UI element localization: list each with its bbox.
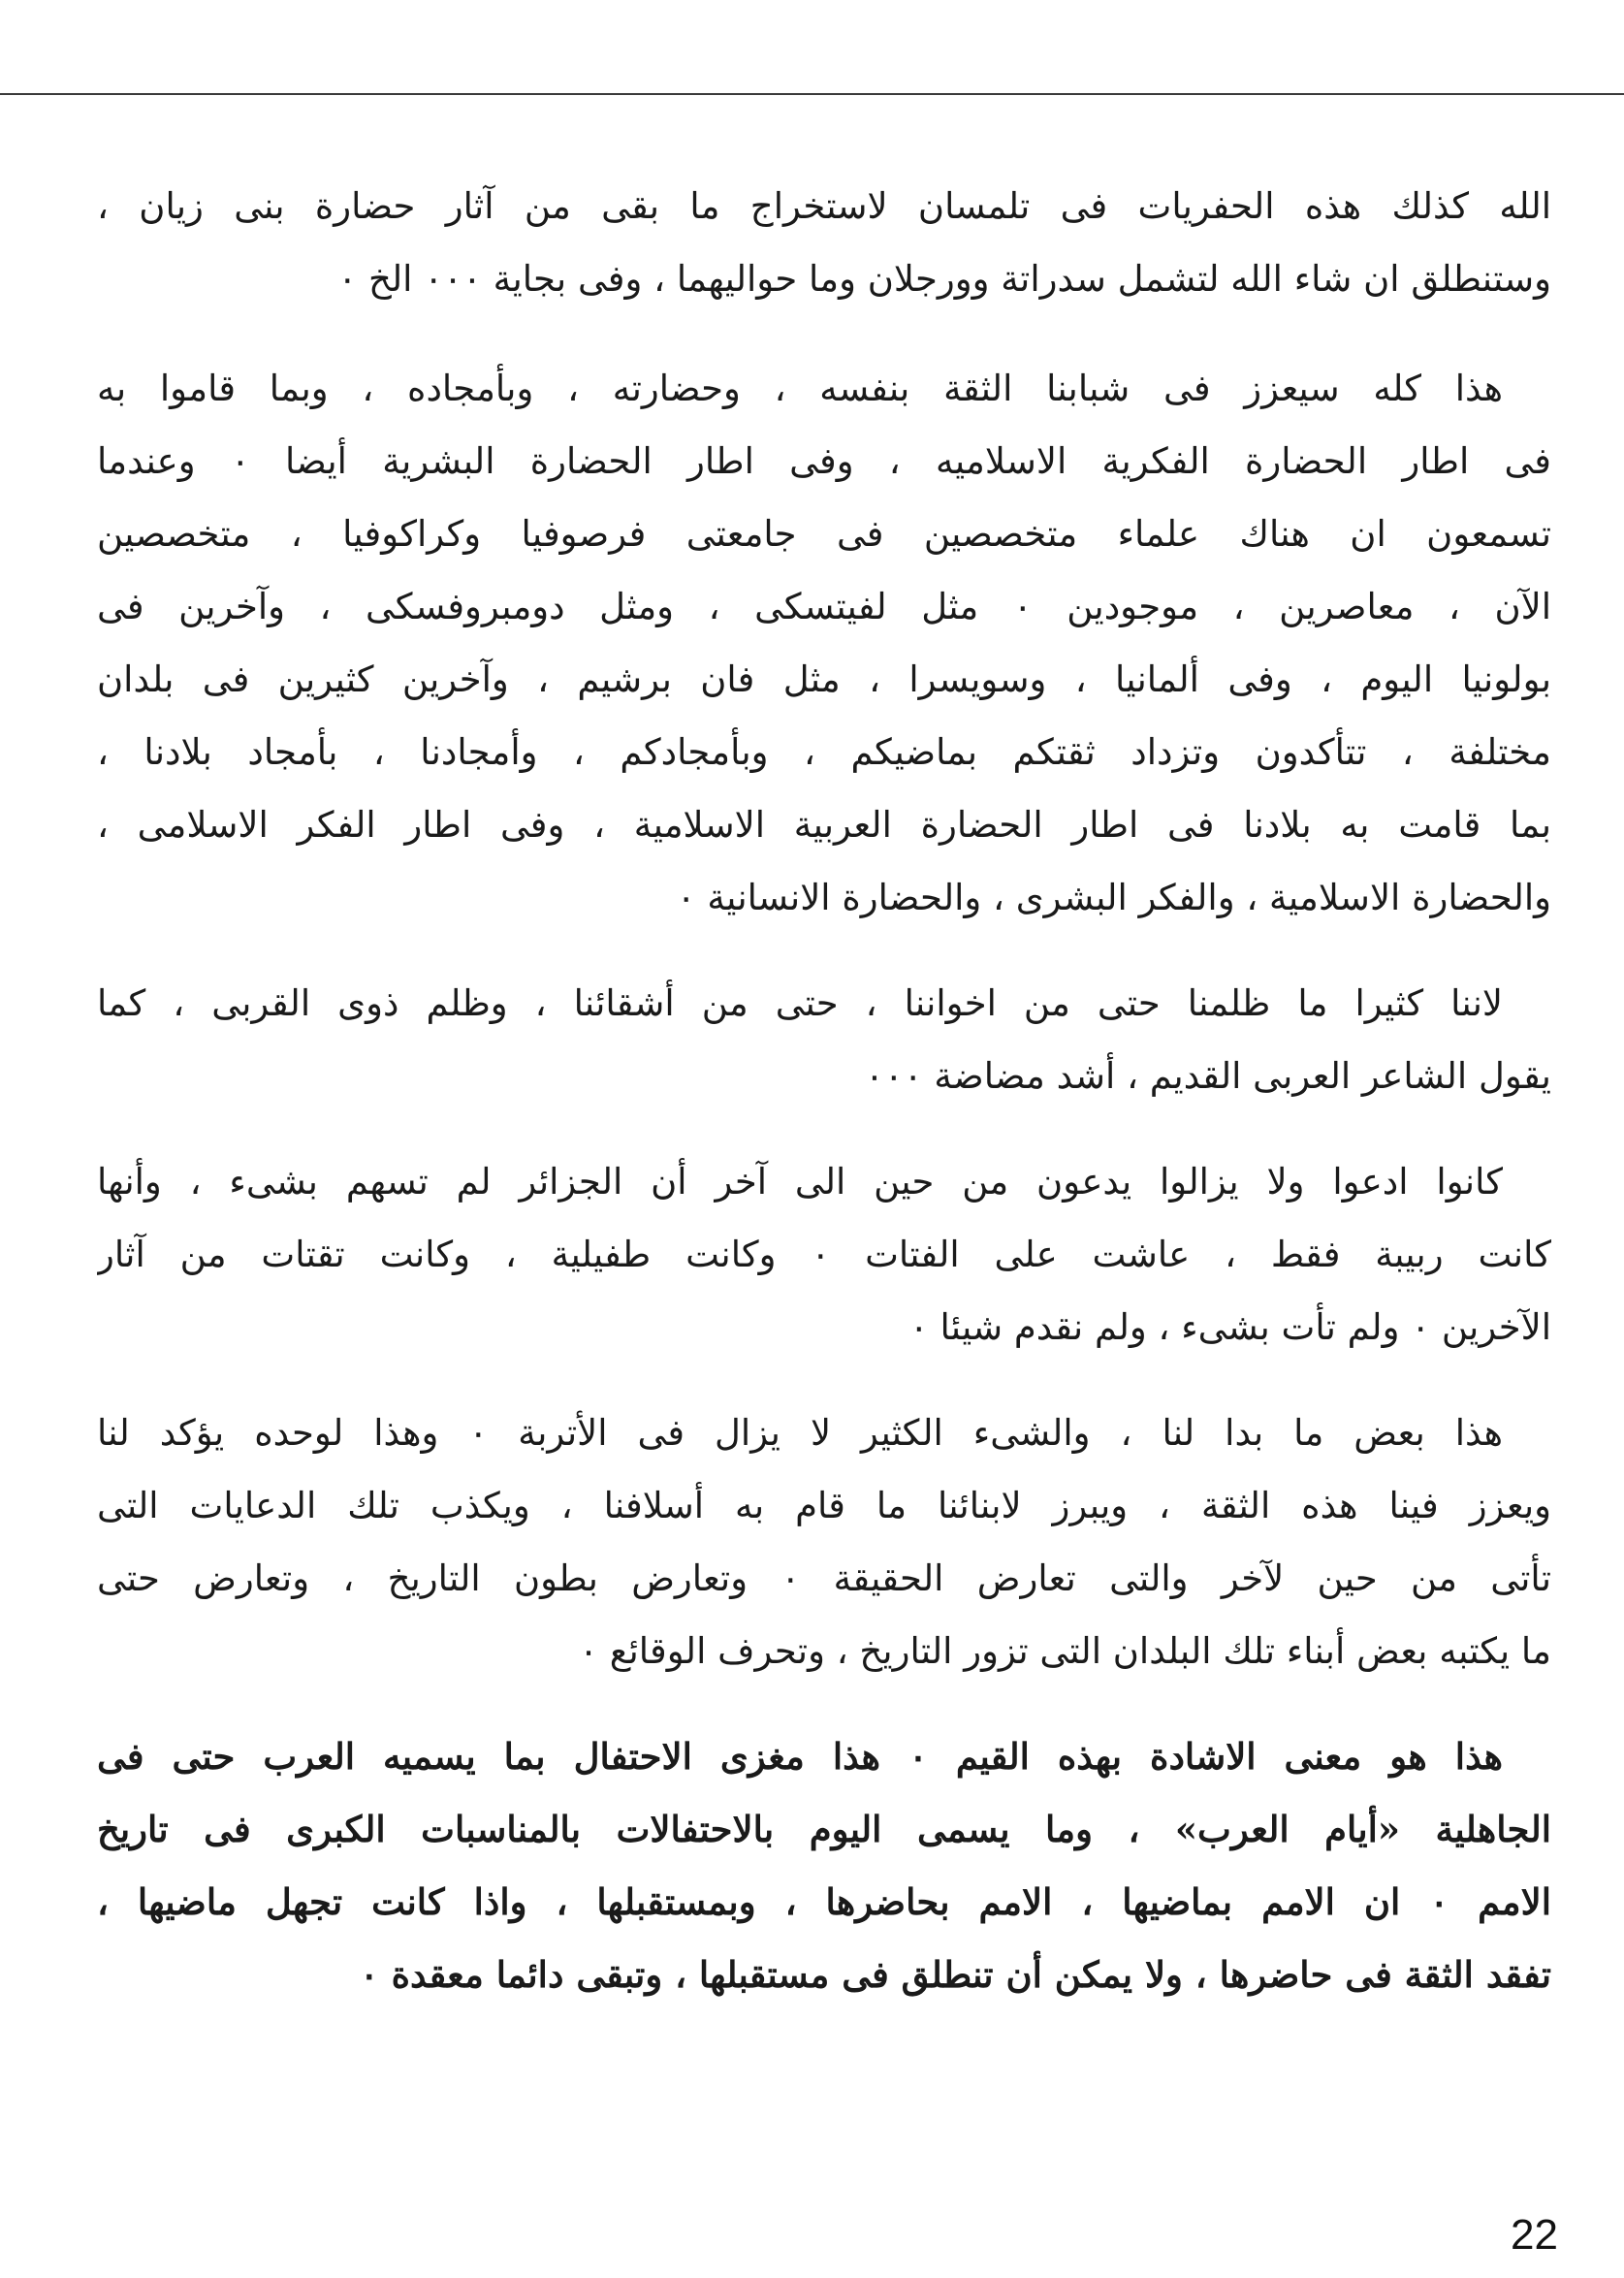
text-line: والحضارة الاسلامية ، والفكر البشرى ، والحضارة الانسانية ۰ [676, 877, 1551, 918]
paragraph-1 [97, 170, 1551, 315]
paragraph-6 [97, 1720, 1551, 2011]
text-line: ما يكتبه بعض أبناء تلك البلدان التى تزور التاريخ ، وتحرف الوقائع ۰ [579, 1630, 1551, 1672]
text-line: فى اطار الحضارة الفكرية الاسلاميه ، وفى اطار الحضارة البشرية أيضا ۰ وعندما [97, 440, 1551, 482]
text-line: بما قامت به بلادنا فى اطار الحضارة العربية الاسلامية ، وفى اطار الفكر الاسلامى ، [97, 804, 1551, 846]
text-line: تفقد الثقة فى حاضرها ، ولا يمكن أن تنطلق فى مستقبلها ، وتبقى دائما معقدة ۰ [359, 1953, 1551, 1996]
text-line: الجاهلية «أيام العرب» ، وما يسمى اليوم بالاحتفالات بالمناسبات الكبرى فى تاريخ [97, 1808, 1551, 1850]
text-line: هذا كله سيعزز فى شبابنا الثقة بنفسه ، وحضارته ، وبأمجاده ، وبما قاموا به [97, 368, 1503, 409]
paragraph-3 [97, 967, 1551, 1112]
paragraph-2 [97, 352, 1551, 934]
text-line: الآخرين ۰ ولم تأت بشىء ، ولم نقدم شيئا ۰ [908, 1306, 1551, 1348]
text-line: هذا بعض ما بدا لنا ، والشىء الكثير لا يزال فى الأتربة ۰ وهذا لوحده يؤكد لنا [97, 1412, 1503, 1454]
text-line: لاننا كثيرا ما ظلمنا حتى من اخواننا ، حتى من أشقائنا ، وظلم ذوى القربى ، كما [97, 982, 1503, 1024]
text-line: مختلفة ، تتأكدون وتزداد ثقتكم بماضيكم ، وبأمجادكم ، وأمجادنا ، بأمجاد بلادنا ، [97, 731, 1551, 773]
text-line: الله كذلك هذه الحفريات فى تلمسان لاستخراج ما بقى من آثار حضارة بنى زيان ، [97, 185, 1551, 227]
text-line: هذا هو معنى الاشادة بهذه القيم ۰ هذا مغزى الاحتفال بما يسميه العرب حتى فى [97, 1735, 1504, 1778]
text-line: كانت ربيبة فقط ، عاشت على الفتات ۰ وكانت طفيلية ، وكانت تقتات من آثار [97, 1234, 1551, 1275]
text-line: الآن ، معاصرين ، موجودين ۰ مثل لفيتسكى ، ومثل دومبروفسكى ، وآخرين فى [97, 586, 1551, 627]
paragraph-4 [97, 1145, 1551, 1364]
text-line: تسمعون ان هناك علماء متخصصين فى جامعتى فرصوفيا وكراكوفيا ، متخصصين [97, 513, 1551, 555]
text-line: ويعزز فينا هذه الثقة ، ويبرز لابنائنا ما قام به أسلافنا ، ويكذب تلك الدعايات التى [97, 1485, 1551, 1526]
text-line: وستنطلق ان شاء الله لتشمل سدراتة وورجلان وما حواليهما ، وفى بجاية ۰۰۰ الخ ۰ [337, 258, 1551, 300]
header-rule [0, 93, 1624, 95]
text-line: كانوا ادعوا ولا يزالوا يدعون من حين الى آخر أن الجزائر لم تسهم بشىء ، وأنها [97, 1161, 1503, 1203]
text-line: تأتى من حين لآخر والتى تعارض الحقيقة ۰ وتعارض بطون التاريخ ، وتعارض حتى [97, 1557, 1551, 1599]
text-line: الامم ۰ ان الامم بماضيها ، الامم بحاضرها ، وبمستقبلها ، واذا كانت تجهل ماضيها ، [97, 1880, 1551, 1923]
text-line: بولونيا اليوم ، وفى ألمانيا ، وسويسرا ، مثل فان برشيم ، وآخرين كثيرين فى بلدان [97, 658, 1551, 700]
paragraph-5 [97, 1396, 1551, 1687]
text-line: يقول الشاعر العربى القديم ، أشد مضاضة ۰۰۰ [865, 1055, 1551, 1097]
page-number: 22 [1511, 2211, 1558, 2259]
page-body [97, 170, 1551, 2050]
